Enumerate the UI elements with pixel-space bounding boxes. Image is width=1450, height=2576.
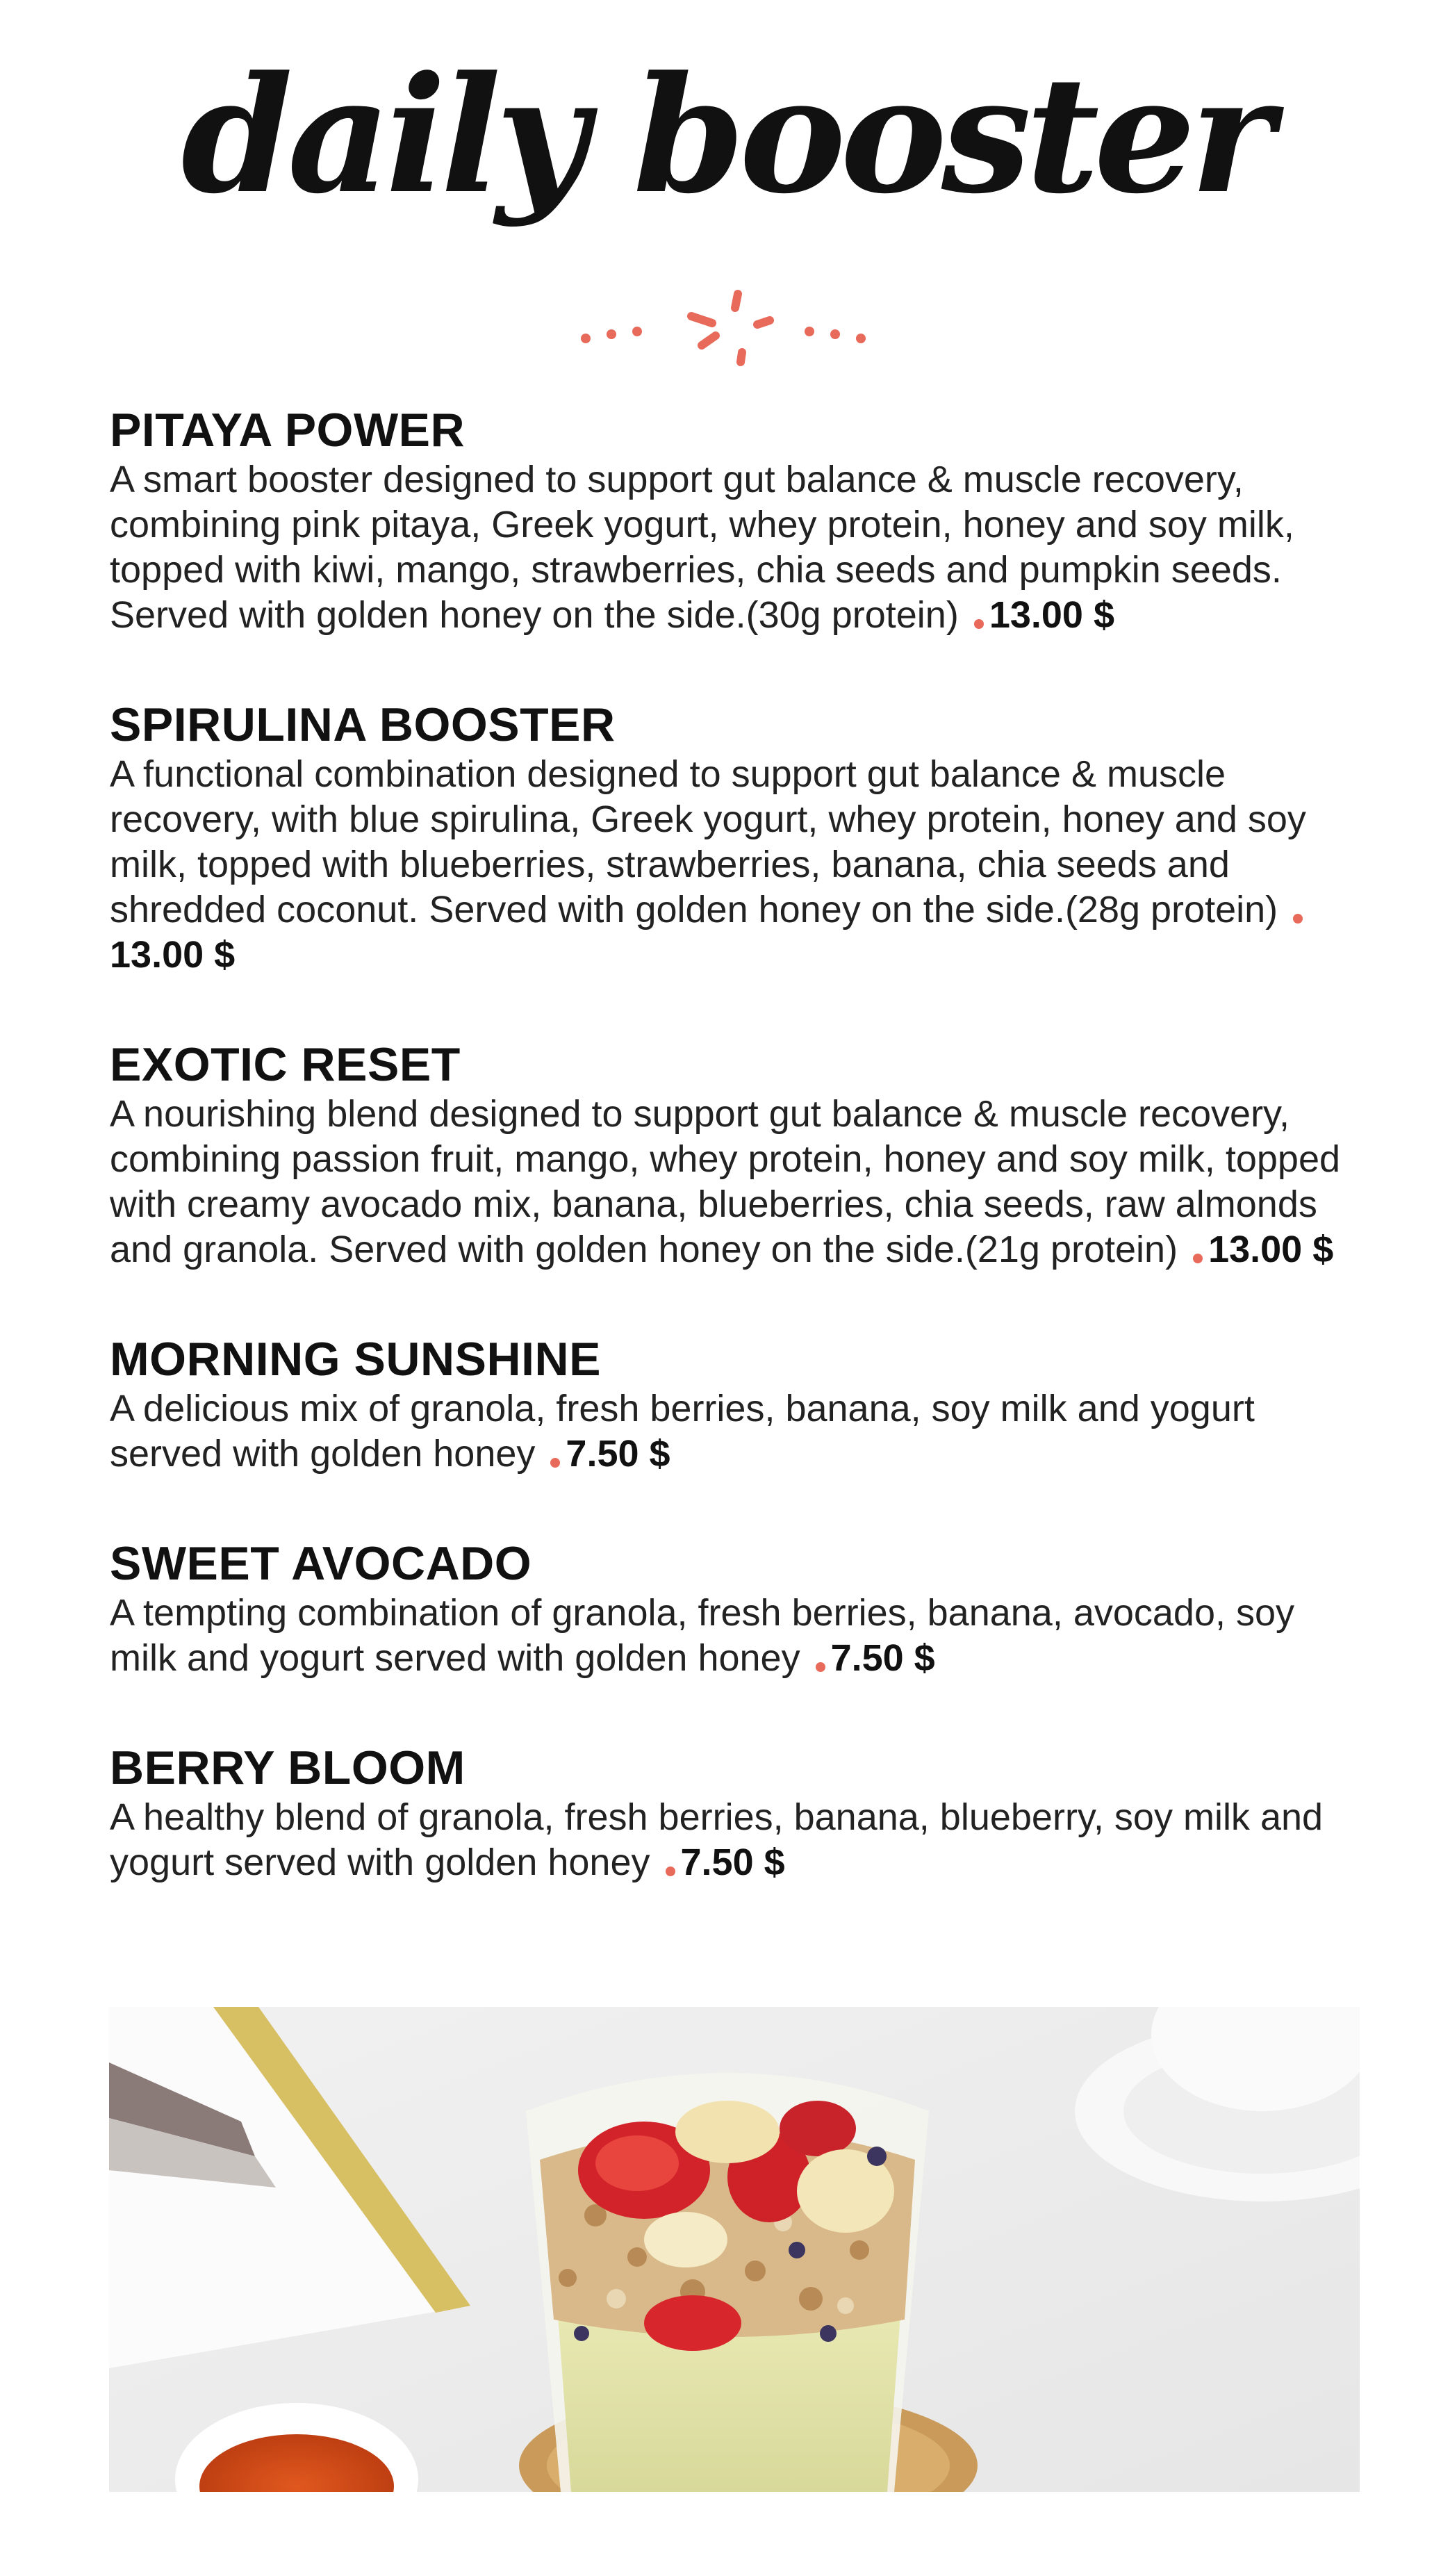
menu-item-sweet-avocado xyxy=(110,1536,1360,1681)
item-name: BERRY BLOOM xyxy=(110,1741,466,1794)
item-description: A smart booster designed to support gut balance & muscle recovery, combining pink pitaya, Greek yogurt, whey protein, honey and soy milk, topped with kiwi, mango, strawberries, chia seeds and pumpkin seeds. Served with golden honey on the side.(30g protein) 13.00 $ xyxy=(110,459,1294,636)
item-price: 7.50 $ xyxy=(830,1637,935,1679)
item-name: EXOTIC RESET xyxy=(110,1038,461,1091)
title-ornament xyxy=(0,288,1450,372)
menu-item-exotic-reset xyxy=(110,1037,1360,1272)
smoothie-illustration xyxy=(109,2007,1360,2492)
item-price: 7.50 $ xyxy=(566,1433,670,1475)
price-dot-icon xyxy=(816,1662,825,1672)
item-description: A functional combination designed to support gut balance & muscle recovery, with blue spirulina, Greek yogurt, whey protein, honey and soy milk, topped with blueberries, strawberries, banana, chia seeds and shredded coconut. Served with golden honey on the side.(28g protein)13.00 $ xyxy=(110,753,1306,976)
menu-item-spirulina-booster xyxy=(110,698,1360,978)
price-dot-icon xyxy=(550,1458,560,1468)
price-dot-icon xyxy=(974,619,984,629)
price-dot-icon xyxy=(666,1867,675,1876)
menu-item-morning-sunshine xyxy=(110,1332,1360,1477)
item-price: 13.00 $ xyxy=(989,594,1114,636)
item-price: 7.50 $ xyxy=(680,1841,785,1883)
item-description: A delicious mix of granola, fresh berries, banana, soy milk and yogurt served with golden honey 7.50 $ xyxy=(110,1388,1255,1475)
item-name: MORNING SUNSHINE xyxy=(110,1333,601,1386)
item-description: A nourishing blend designed to support gut balance & muscle recovery, combining passion fruit, mango, whey protein, honey and soy milk, topped with creamy avocado mix, banana, blueberries, chia seeds, raw almonds and granola. Served with golden honey on the side.(21g protein) 13.00 $ xyxy=(110,1093,1341,1270)
menu-list xyxy=(110,403,1360,1945)
price-dot-icon xyxy=(1293,914,1303,924)
item-name: PITAYA POWER xyxy=(110,404,466,457)
item-description: A healthy blend of granola, fresh berries, banana, blueberry, soy milk and yogurt served with golden honey 7.50 $ xyxy=(110,1796,1324,1883)
menu-item-berry-bloom xyxy=(110,1741,1360,1885)
smoothie-photo xyxy=(109,2007,1360,2492)
item-name: SWEET AVOCADO xyxy=(110,1537,532,1590)
menu-item-pitaya-power xyxy=(110,403,1360,638)
page-title: daily booster xyxy=(181,42,1269,229)
item-description: A tempting combination of granola, fresh berries, banana, avocado, soy milk and yogurt served with golden honey 7.50 $ xyxy=(110,1592,1295,1679)
item-name: SPIRULINA BOOSTER xyxy=(110,698,616,751)
price-dot-icon xyxy=(1193,1254,1203,1263)
item-price: 13.00 $ xyxy=(1208,1229,1334,1270)
item-price: 13.00 $ xyxy=(110,934,236,976)
